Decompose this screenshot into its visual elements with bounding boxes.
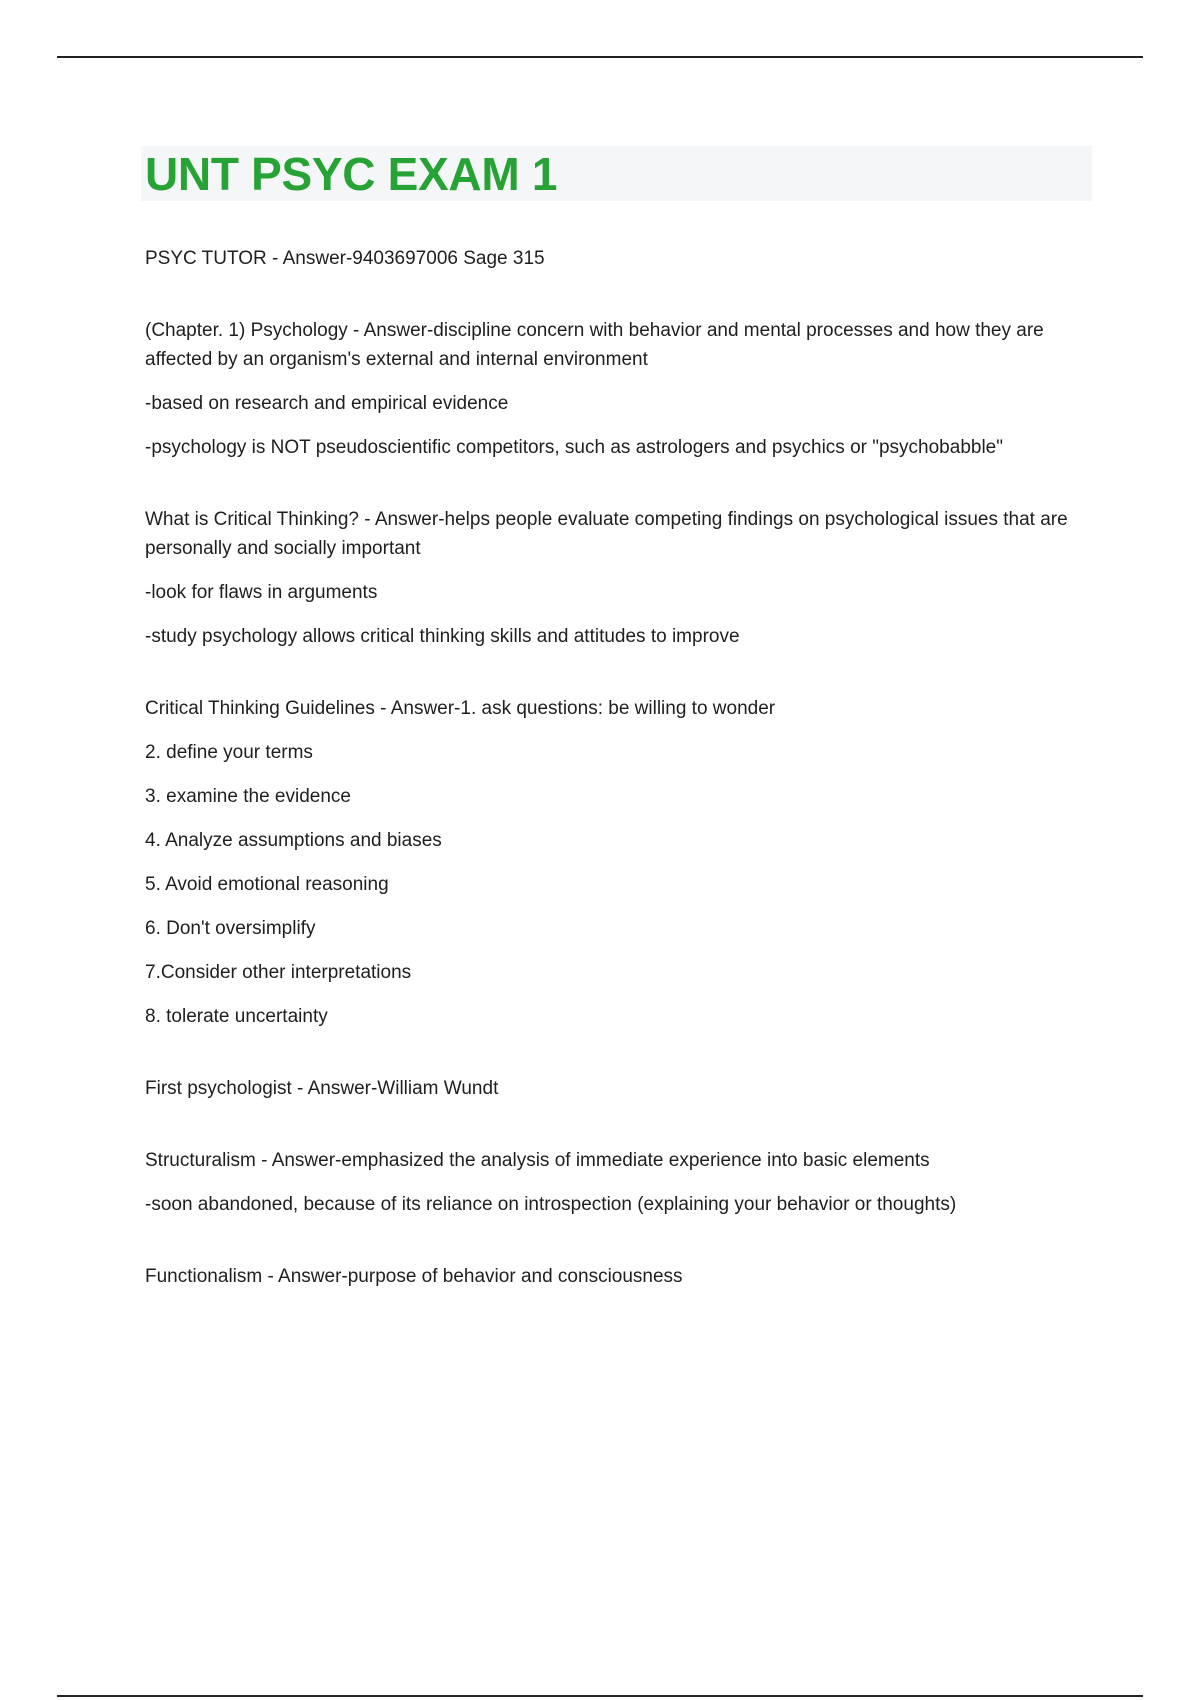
- entry-psychology: [145, 316, 1090, 462]
- entry-line: -study psychology allows critical thinking skills and attitudes to improve: [145, 626, 740, 647]
- entry-line: (Chapter. 1) Psychology - Answer-discipline concern with behavior and mental processes and how they are affected by an organism's external and internal environment: [145, 320, 1044, 370]
- entry-functionalism: [145, 1262, 1090, 1291]
- entry-critical-thinking: [145, 505, 1090, 651]
- entry-line: 7.Consider other interpretations: [145, 962, 412, 983]
- entry-line: Critical Thinking Guidelines - Answer-1. ask questions: be willing to wonder: [145, 698, 776, 719]
- title-band: [141, 146, 1092, 201]
- entry-line: 4. Analyze assumptions and biases: [145, 830, 442, 851]
- top-rule: [57, 56, 1143, 58]
- entry-line: -based on research and empirical evidence: [145, 393, 509, 414]
- entry-line: -psychology is NOT pseudoscientific competitors, such as astrologers and psychics or "psychobabble": [145, 437, 1003, 458]
- entry-line: 8. tolerate uncertainty: [145, 1006, 328, 1027]
- entry-line: What is Critical Thinking? - Answer-helps people evaluate competing findings on psychological issues that are personally and socially important: [145, 509, 1068, 559]
- entry-line: 2. define your terms: [145, 742, 313, 763]
- entry-line: 6. Don't oversimplify: [145, 918, 316, 939]
- page-title: UNT PSYC EXAM 1: [145, 148, 558, 200]
- entry-line: 5. Avoid emotional reasoning: [145, 874, 389, 895]
- entry-line: Structuralism - Answer-emphasized the analysis of immediate experience into basic elements: [145, 1150, 930, 1171]
- entry-psyc-tutor: [145, 244, 1090, 273]
- entry-structuralism: [145, 1146, 1090, 1219]
- entry-line: First psychologist - Answer-William Wundt: [145, 1078, 499, 1099]
- entry-line: Functionalism - Answer-purpose of behavior and consciousness: [145, 1266, 683, 1287]
- entry-line: -soon abandoned, because of its reliance on introspection (explaining your behavior or thoughts): [145, 1194, 957, 1215]
- entry-first-psychologist: [145, 1074, 1090, 1103]
- entry-line: PSYC TUTOR - Answer-9403697006 Sage 315: [145, 248, 545, 269]
- entry-line: -look for flaws in arguments: [145, 582, 378, 603]
- entry-line: 3. examine the evidence: [145, 786, 351, 807]
- entry-critical-thinking-guidelines: [145, 694, 1090, 1031]
- document-body: [145, 244, 1090, 1291]
- bottom-rule: [57, 1695, 1143, 1697]
